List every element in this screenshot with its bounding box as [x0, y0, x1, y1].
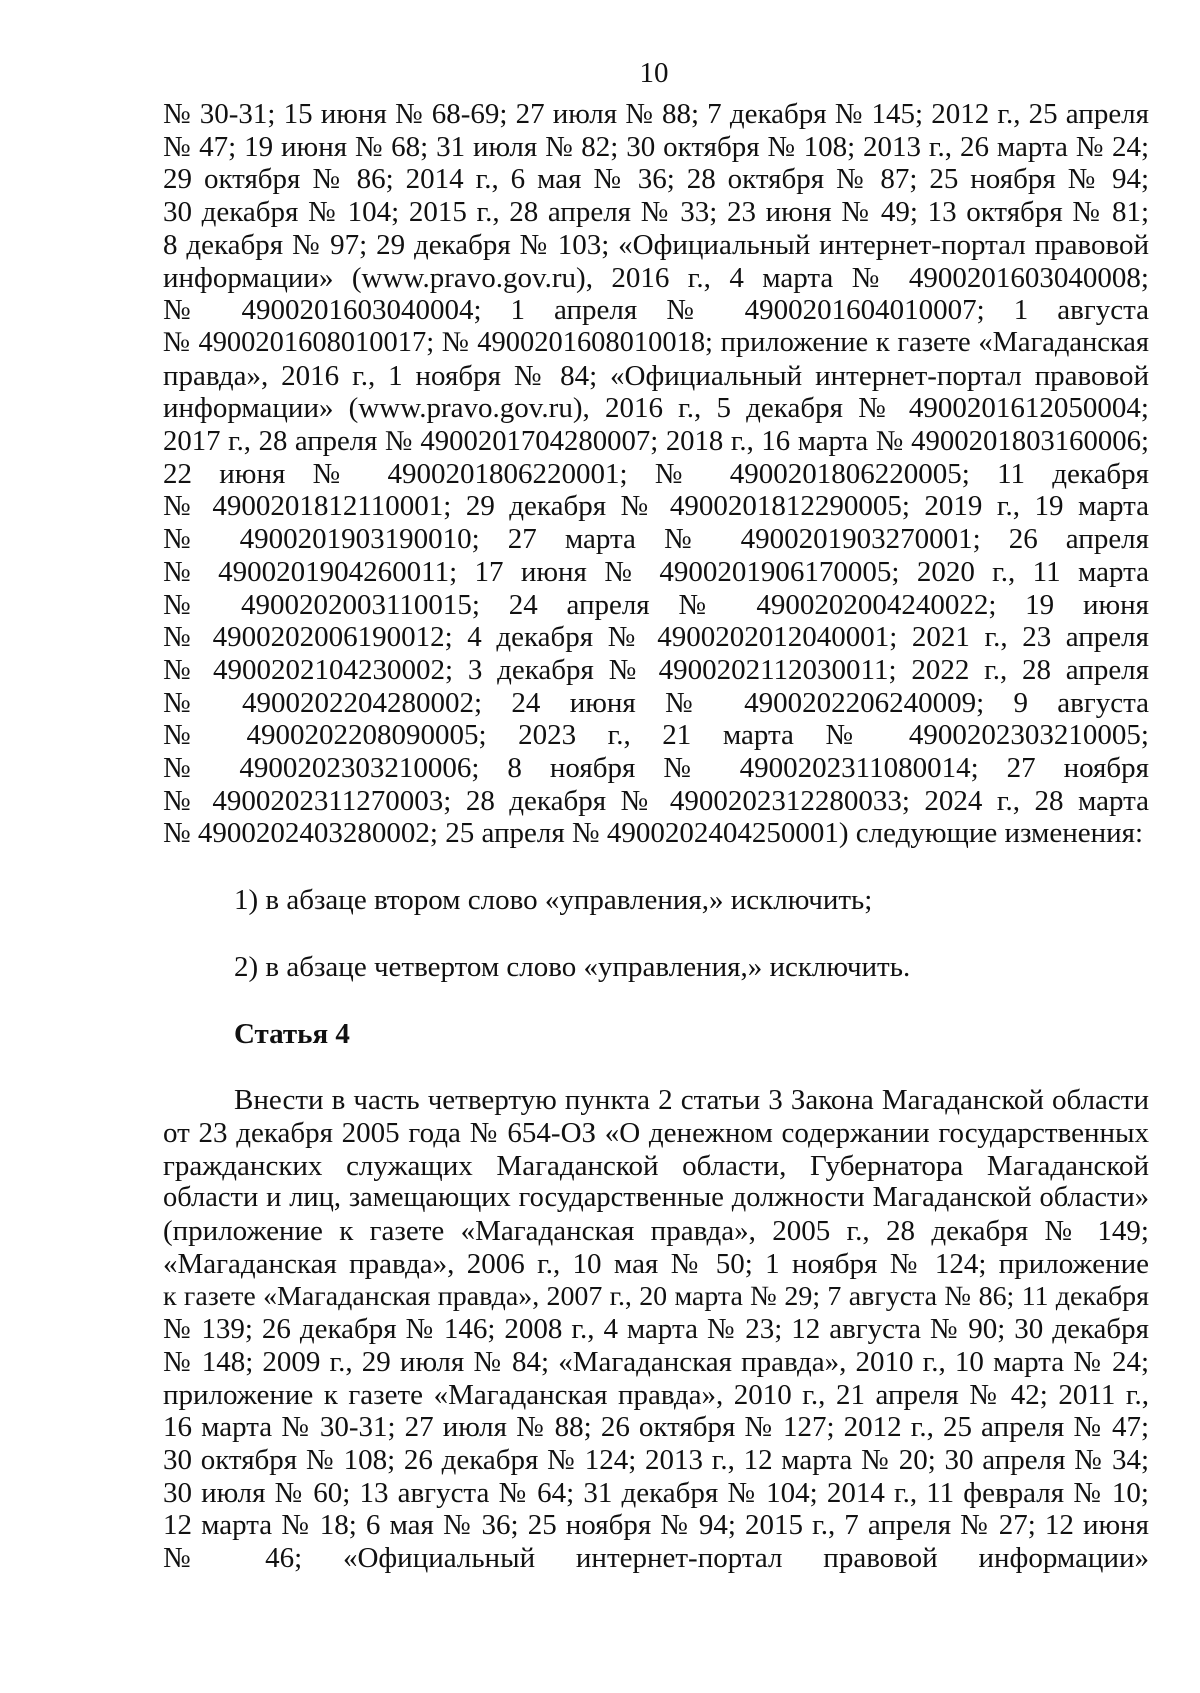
text-line: № 30-31; 15 июня № 68-69; 27 июля № 88; 7 декабря № 145; 2012 г., 25 апреля [163, 98, 1149, 130]
text-line: информации» (www.pravo.gov.ru), 2016 г., 4 марта № 4900201603040008; [163, 261, 1149, 294]
text-line: 12 марта № 18; 6 мая № 36; 25 ноября № 94; 2015 г., 7 апреля № 27; 12 июня [163, 1509, 1149, 1542]
text-line: № 4900202303210006; 8 ноября № 4900202311080014; 27 ноября [163, 752, 1149, 785]
text-line: Внести в часть четвертую пункта 2 статьи 3 Закона Магаданской области [234, 1084, 1149, 1117]
amendment-item-1: 1) в абзаце втором слово «управления,» исключить; [234, 884, 873, 917]
text-line: № 4900201603040004; 1 апреля № 4900201604010007; 1 августа [163, 294, 1149, 327]
text-line: № 47; 19 июня № 68; 31 июля № 82; 30 октября № 108; 2013 г., 26 марта № 24; [163, 130, 1149, 163]
text-line: № 4900202311270003; 28 декабря № 4900202312280033; 2024 г., 28 марта [163, 784, 1149, 817]
text-line: № 4900201904260011; 17 июня № 4900201906170005; 2020 г., 11 марта [163, 555, 1149, 588]
text-line: № 4900202006190012; 4 декабря № 4900202012040001; 2021 г., 23 апреля [163, 621, 1149, 654]
text-line: № 4900201812110001; 29 декабря № 4900201812290005; 2019 г., 19 марта [163, 490, 1149, 523]
text-line: 30 декабря № 104; 2015 г., 28 апреля № 33; 23 июня № 49; 13 октября № 81; [163, 196, 1149, 229]
text-line: приложение к газете «Магаданская правда», 2010 г., 21 апреля № 42; 2011 г., [163, 1378, 1149, 1411]
page-number: 10 [639, 57, 669, 89]
text-line: № 4900202204280002; 24 июня № 4900202206240009; 9 августа [163, 686, 1149, 719]
article-4-paragraph [163, 1084, 1149, 1575]
text-line: 16 марта № 30-31; 27 июля № 88; 26 октября № 127; 2012 г., 25 апреля № 47; [163, 1411, 1149, 1444]
text-line: от 23 декабря 2005 года № 654-ОЗ «О денежном содержании государственных [163, 1116, 1149, 1149]
text-line: № 4900202403280002; 25 апреля № 4900202404250001) следующие изменения: [163, 817, 1144, 850]
amendment-sources-paragraph [163, 98, 1149, 850]
text-line: № 4900202003110015; 24 апреля № 4900202004240022; 19 июня [163, 588, 1149, 621]
text-line: 8 декабря № 97; 29 декабря № 103; «Официальный интернет-портал правовой [163, 228, 1149, 261]
text-line: № 4900201608010017; № 4900201608010018; приложение к газете «Магаданская [163, 326, 1149, 358]
text-line: 30 июля № 60; 13 августа № 64; 31 декабря № 104; 2014 г., 11 февраля № 10; [163, 1476, 1149, 1509]
text-line: информации» (www.pravo.gov.ru), 2016 г., 5 декабря № 4900201612050004; [163, 392, 1149, 425]
document-body [163, 98, 1149, 1575]
text-line: (приложение к газете «Магаданская правда», 2005 г., 28 декабря № 149; [163, 1215, 1149, 1248]
text-line: к газете «Магаданская правда», 2007 г., 20 марта № 29; 7 августа № 86; 11 декабря [163, 1280, 1149, 1312]
text-line: № 4900202104230002; 3 декабря № 4900202112030011; 2022 г., 28 апреля [163, 653, 1149, 686]
text-line: № 148; 2009 г., 29 июля № 84; «Магаданская правда», 2010 г., 10 марта № 24; [163, 1345, 1149, 1378]
text-line: области и лиц, замещающих государственные должности Магаданской области» [163, 1182, 1149, 1214]
text-line: № 4900201903190010; 27 марта № 4900201903270001; 26 апреля [163, 523, 1149, 556]
text-line: № 4900202208090005; 2023 г., 21 марта № 4900202303210005; [163, 719, 1149, 752]
text-line: правда», 2016 г., 1 ноября № 84; «Официальный интернет-портал правовой [163, 359, 1149, 392]
text-line: 2017 г., 28 апреля № 4900201704280007; 2018 г., 16 марта № 4900201803160006; [163, 425, 1149, 458]
text-line: 30 октября № 108; 26 декабря № 124; 2013 г., 12 марта № 20; 30 апреля № 34; [163, 1444, 1149, 1477]
article-heading: Статья 4 [234, 1017, 350, 1050]
text-line: 22 июня № 4900201806220001; № 4900201806220005; 11 декабря [163, 457, 1149, 490]
text-line: № 46; «Официальный интернет-портал правовой информации» [163, 1542, 1149, 1575]
text-line: «Магаданская правда», 2006 г., 10 мая № 50; 1 ноября № 124; приложение [163, 1247, 1149, 1280]
amendment-item-2: 2) в абзаце четвертом слово «управления,» исключить. [234, 950, 911, 983]
text-line: 29 октября № 86; 2014 г., 6 мая № 36; 28 октября № 87; 25 ноября № 94; [163, 163, 1149, 196]
text-line: № 139; 26 декабря № 146; 2008 г., 4 марта № 23; 12 августа № 90; 30 декабря [163, 1313, 1149, 1346]
text-line: гражданских служащих Магаданской области, Губернатора Магаданской [163, 1149, 1149, 1182]
